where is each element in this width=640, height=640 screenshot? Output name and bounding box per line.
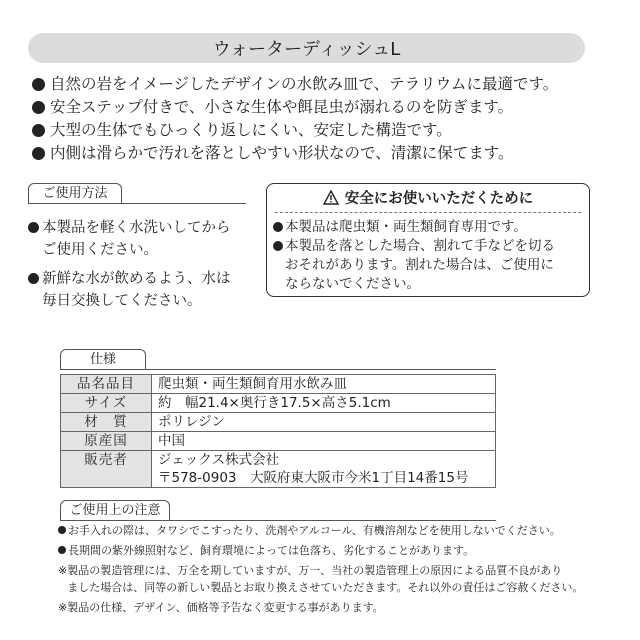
spec-value [152,432,496,451]
spec-label: 材 質 [61,413,152,432]
feature-item [32,73,612,96]
note-line: 長期間の紫外線照射など、飼育環境によっては色落ち、劣化することがあります。 [68,544,475,557]
bullet-icon [58,546,66,554]
usage-underline [28,203,246,204]
safety-box [266,183,590,297]
safety-line: ならないでください。 [285,276,420,292]
usage-heading: ご使用方法 [42,186,108,201]
note-text [68,522,561,539]
spec-row [61,432,496,451]
safety-line: 本製品は爬虫類・両生類飼育専用です。 [285,219,527,235]
spec-value [152,413,496,432]
spec-row [61,451,496,488]
safety-text [285,218,527,237]
note-text [68,542,474,559]
safety-text [285,237,555,294]
spec-label: 品名品目 [61,375,152,394]
bullet-icon [32,101,45,114]
product-title: ウォーターディッシュL [28,33,585,63]
spec-value-line: ジェックス株式会社 [158,452,280,468]
spec-label: サイズ [61,394,152,413]
spec-value-line: 爬虫類・両生類飼育用水飲み皿 [158,376,347,392]
usage-text [42,217,231,261]
note-text [67,599,383,616]
usage-text [42,268,231,312]
specs-heading: 仕様 [89,352,116,367]
notes-heading: ご使用上の注意 [69,503,161,518]
bullet-icon [28,222,39,233]
spec-row [61,413,496,432]
spec-value [152,394,496,413]
note-line: 製品の製造管理には、万全を期していますが、万一、当社の製造管理上の原因による品質不良があり [67,564,563,577]
safety-divider [275,212,581,213]
feature-item [32,142,612,165]
safety-item [273,237,585,294]
bullet-icon [32,147,45,160]
notes-underline [60,520,496,521]
feature-text: 大型の生体でもひっくり返しにくい、安定した構造です。 [50,121,452,139]
bullet-icon [32,78,45,91]
spec-value-line: ポリレジン [158,414,225,430]
bullet-icon [28,273,39,284]
bullet-icon [273,241,283,251]
specs-table [60,374,496,488]
note-marker: ※ [58,564,68,577]
note-text [67,562,583,596]
specs-heading-tab [60,349,146,370]
spec-value-line: 中国 [158,433,185,449]
usage-item [28,217,258,261]
warning-icon [323,190,339,205]
bullet-icon [273,222,283,232]
usage-heading-tab [28,183,122,204]
spec-label: 販売者 [61,451,152,488]
note-item [58,542,618,559]
spec-value-line: 〒578-0903 大阪府東大阪市今米1丁目14番15号 [158,470,469,486]
safety-header [267,184,589,210]
bullet-icon [32,124,45,137]
safety-list [273,218,585,294]
note-line: 製品の仕様、デザイン、価格等予告なく変更する事があります。 [67,601,384,614]
feature-text: 内側は滑らかで汚れを落としやすい形状なので、清潔に保てます。 [50,144,514,162]
note-item [58,599,618,616]
bullet-icon [58,526,66,534]
feature-text: 安全ステップ付きで、小さな生体や餌昆虫が溺れるのを防ぎます。 [50,98,514,116]
spec-value-line: 約 幅21.4×奥行き17.5×高さ5.1cm [158,395,391,411]
notes-heading-tab [60,500,170,521]
usage-line: ご使用ください。 [42,242,158,258]
usage-line: 新鮮な水が飲めるよう、水は [42,271,231,287]
spec-row [61,375,496,394]
safety-line: 本製品を落とした場合、割れて手などを切る [285,238,555,254]
safety-item [273,218,585,237]
usage-line: 本製品を軽く水洗いしてから [42,220,231,236]
feature-list [32,73,612,165]
usage-line: 毎日交換してください。 [42,293,202,309]
note-line: ました場合は、同等の新しい製品とお取り換えさせていただきます。それ以外の責任はご容赦ください。 [67,581,584,594]
feature-text: 自然の岩をイメージしたデザインの水飲み皿で、テラリウムに最適です。 [50,75,559,93]
spec-label: 原産国 [61,432,152,451]
notes-list [58,522,618,619]
note-item [58,562,618,596]
spec-value [152,451,496,488]
feature-item [32,119,612,142]
note-marker: ※ [58,601,68,614]
feature-item [32,96,612,119]
spec-row [61,394,496,413]
specs-underline [60,369,496,370]
note-line: お手入れの際は、タワシでこすったり、洗剤やアルコール、有機溶剤などを使用しないでください。 [68,524,561,537]
note-item [58,522,618,539]
usage-list [28,217,258,319]
safety-line: おそれがあります。割れた場合は、ご使用に [285,257,554,273]
spec-value [152,375,496,394]
usage-item [28,268,258,312]
safety-heading: 安全にお使いいただくために [344,190,534,207]
